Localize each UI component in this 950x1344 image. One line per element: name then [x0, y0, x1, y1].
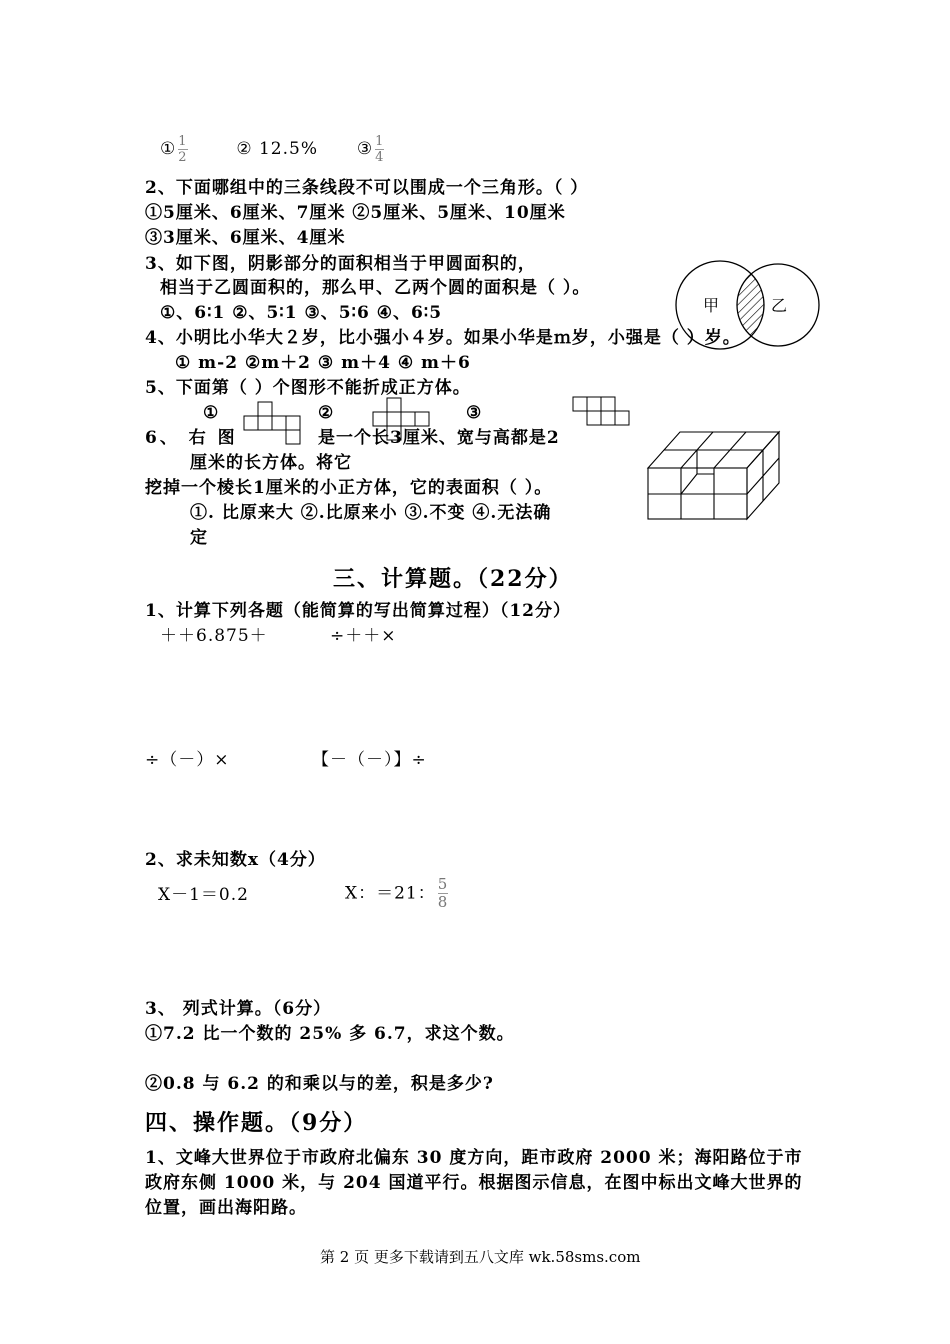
q1-options [160, 134, 384, 165]
q4-options: ① m-2 ②m＋2 ③ m＋4 ④ m＋6 [175, 353, 471, 373]
q6-line5: 定 [190, 528, 208, 548]
q3-options: ①、6∶1 ②、5∶1 ③、5∶6 ④、6∶5 [160, 303, 443, 323]
s3-p2-eq-a: X－1＝0.2 [158, 885, 249, 905]
circle-a-label: 甲 [703, 296, 720, 315]
q2-options-a: ①5厘米、6厘米、7厘米 ②5厘米、5厘米、10厘米 [145, 203, 566, 223]
section4-title: 四、操作题。（9分） [145, 1110, 368, 1136]
s3-p1-expr-b: ÷＋＋× [330, 626, 397, 646]
s3-p1-expr-d: 【－（－）】÷ [312, 750, 427, 770]
q5-label-1: ① [203, 403, 220, 423]
q5-text: 5、下面第（ ）个图形不能折成正方体。 [145, 378, 471, 398]
s4-p1-line3: 位置，画出海阳路。 [145, 1198, 307, 1218]
s3-p2-title: 2、求未知数x（4分） [145, 850, 326, 870]
q6-line2: 厘米的长方体。将它 [190, 453, 352, 473]
cuboid-figure [645, 430, 785, 522]
q1-option-2: ② 12.5% [236, 139, 318, 159]
circle-b-label: 乙 [771, 296, 788, 315]
q5-label-2: ② [318, 403, 335, 423]
s3-p1-expr-a: ＋＋6.875＋ [160, 626, 268, 646]
s4-p1-line1: 1、文峰大世界位于市政府北偏东 30 度方向，距市政府 2000 米；海阳路位于市 [145, 1148, 803, 1168]
q4-text: 4、小明比小华大２岁，比小强小４岁。如果小华是ｍ岁，小强是（ ）岁。 [145, 328, 741, 348]
section3-title: 三、计算题。（22分） [333, 566, 573, 592]
q2-options-b: ③3厘米、6厘米、4厘米 [145, 228, 346, 248]
s3-p3-a: ①7.2 比一个数的 25% 多 6.7，求这个数。 [145, 1024, 515, 1044]
q3-line2: 相当于乙圆面积的，那么甲、乙两个圆的面积是（ ）。 [160, 278, 591, 298]
cube-net-3 [573, 396, 635, 428]
s3-p2-eq-b-row [345, 876, 448, 911]
q6-line4: ①. 比原来大 ②.比原来小 ③.不变 ④.无法确 [190, 503, 552, 523]
q2-text: 2、下面哪组中的三条线段不可以围成一个三角形。（ ） [145, 178, 589, 198]
s3-p1-expr-c: ÷（－）× [145, 750, 230, 770]
q1-option-3-fraction: $\frac{1}{4}$ [375, 134, 385, 165]
cube-net-1 [244, 401, 304, 447]
s3-p2-eq-b: X：＝21： [345, 883, 436, 904]
q6-line1b: 是一个长3厘米、宽与高都是2 [318, 428, 560, 448]
q5-label-3: ③ [466, 403, 483, 423]
q1-option-3-label: ③ [356, 139, 374, 159]
s3-p3-b: ②0.8 与 6.2 的和乘以与的差，积是多少? [145, 1074, 494, 1094]
q1-option-1-label: ① [160, 139, 177, 159]
s3-p3-title: 3、 列式计算。（6分） [145, 999, 332, 1019]
q6-line3: 挖掉一个棱长1厘米的小正方体，它的表面积（ ）。 [145, 478, 553, 498]
s3-p1-title: 1、计算下列各题（能简算的写出简算过程）（12分） [145, 601, 571, 621]
q3-line1: 3、如下图，阴影部分的面积相当于甲圆面积的， [145, 254, 536, 274]
q1-option-1-fraction: $\frac{1}{2}$ [178, 134, 188, 165]
page-footer: 第 2 页 更多下载请到五八文库 wk.58sms.com [320, 1248, 641, 1266]
q6-line1a: 6、 右 图 [145, 428, 238, 448]
s3-p2-fraction: $\frac{5}{8}$ [437, 875, 449, 911]
s4-p1-line2: 政府东侧 1000 米，与 204 国道平行。根据图示信息，在图中标出文峰大世界的 [145, 1173, 803, 1193]
